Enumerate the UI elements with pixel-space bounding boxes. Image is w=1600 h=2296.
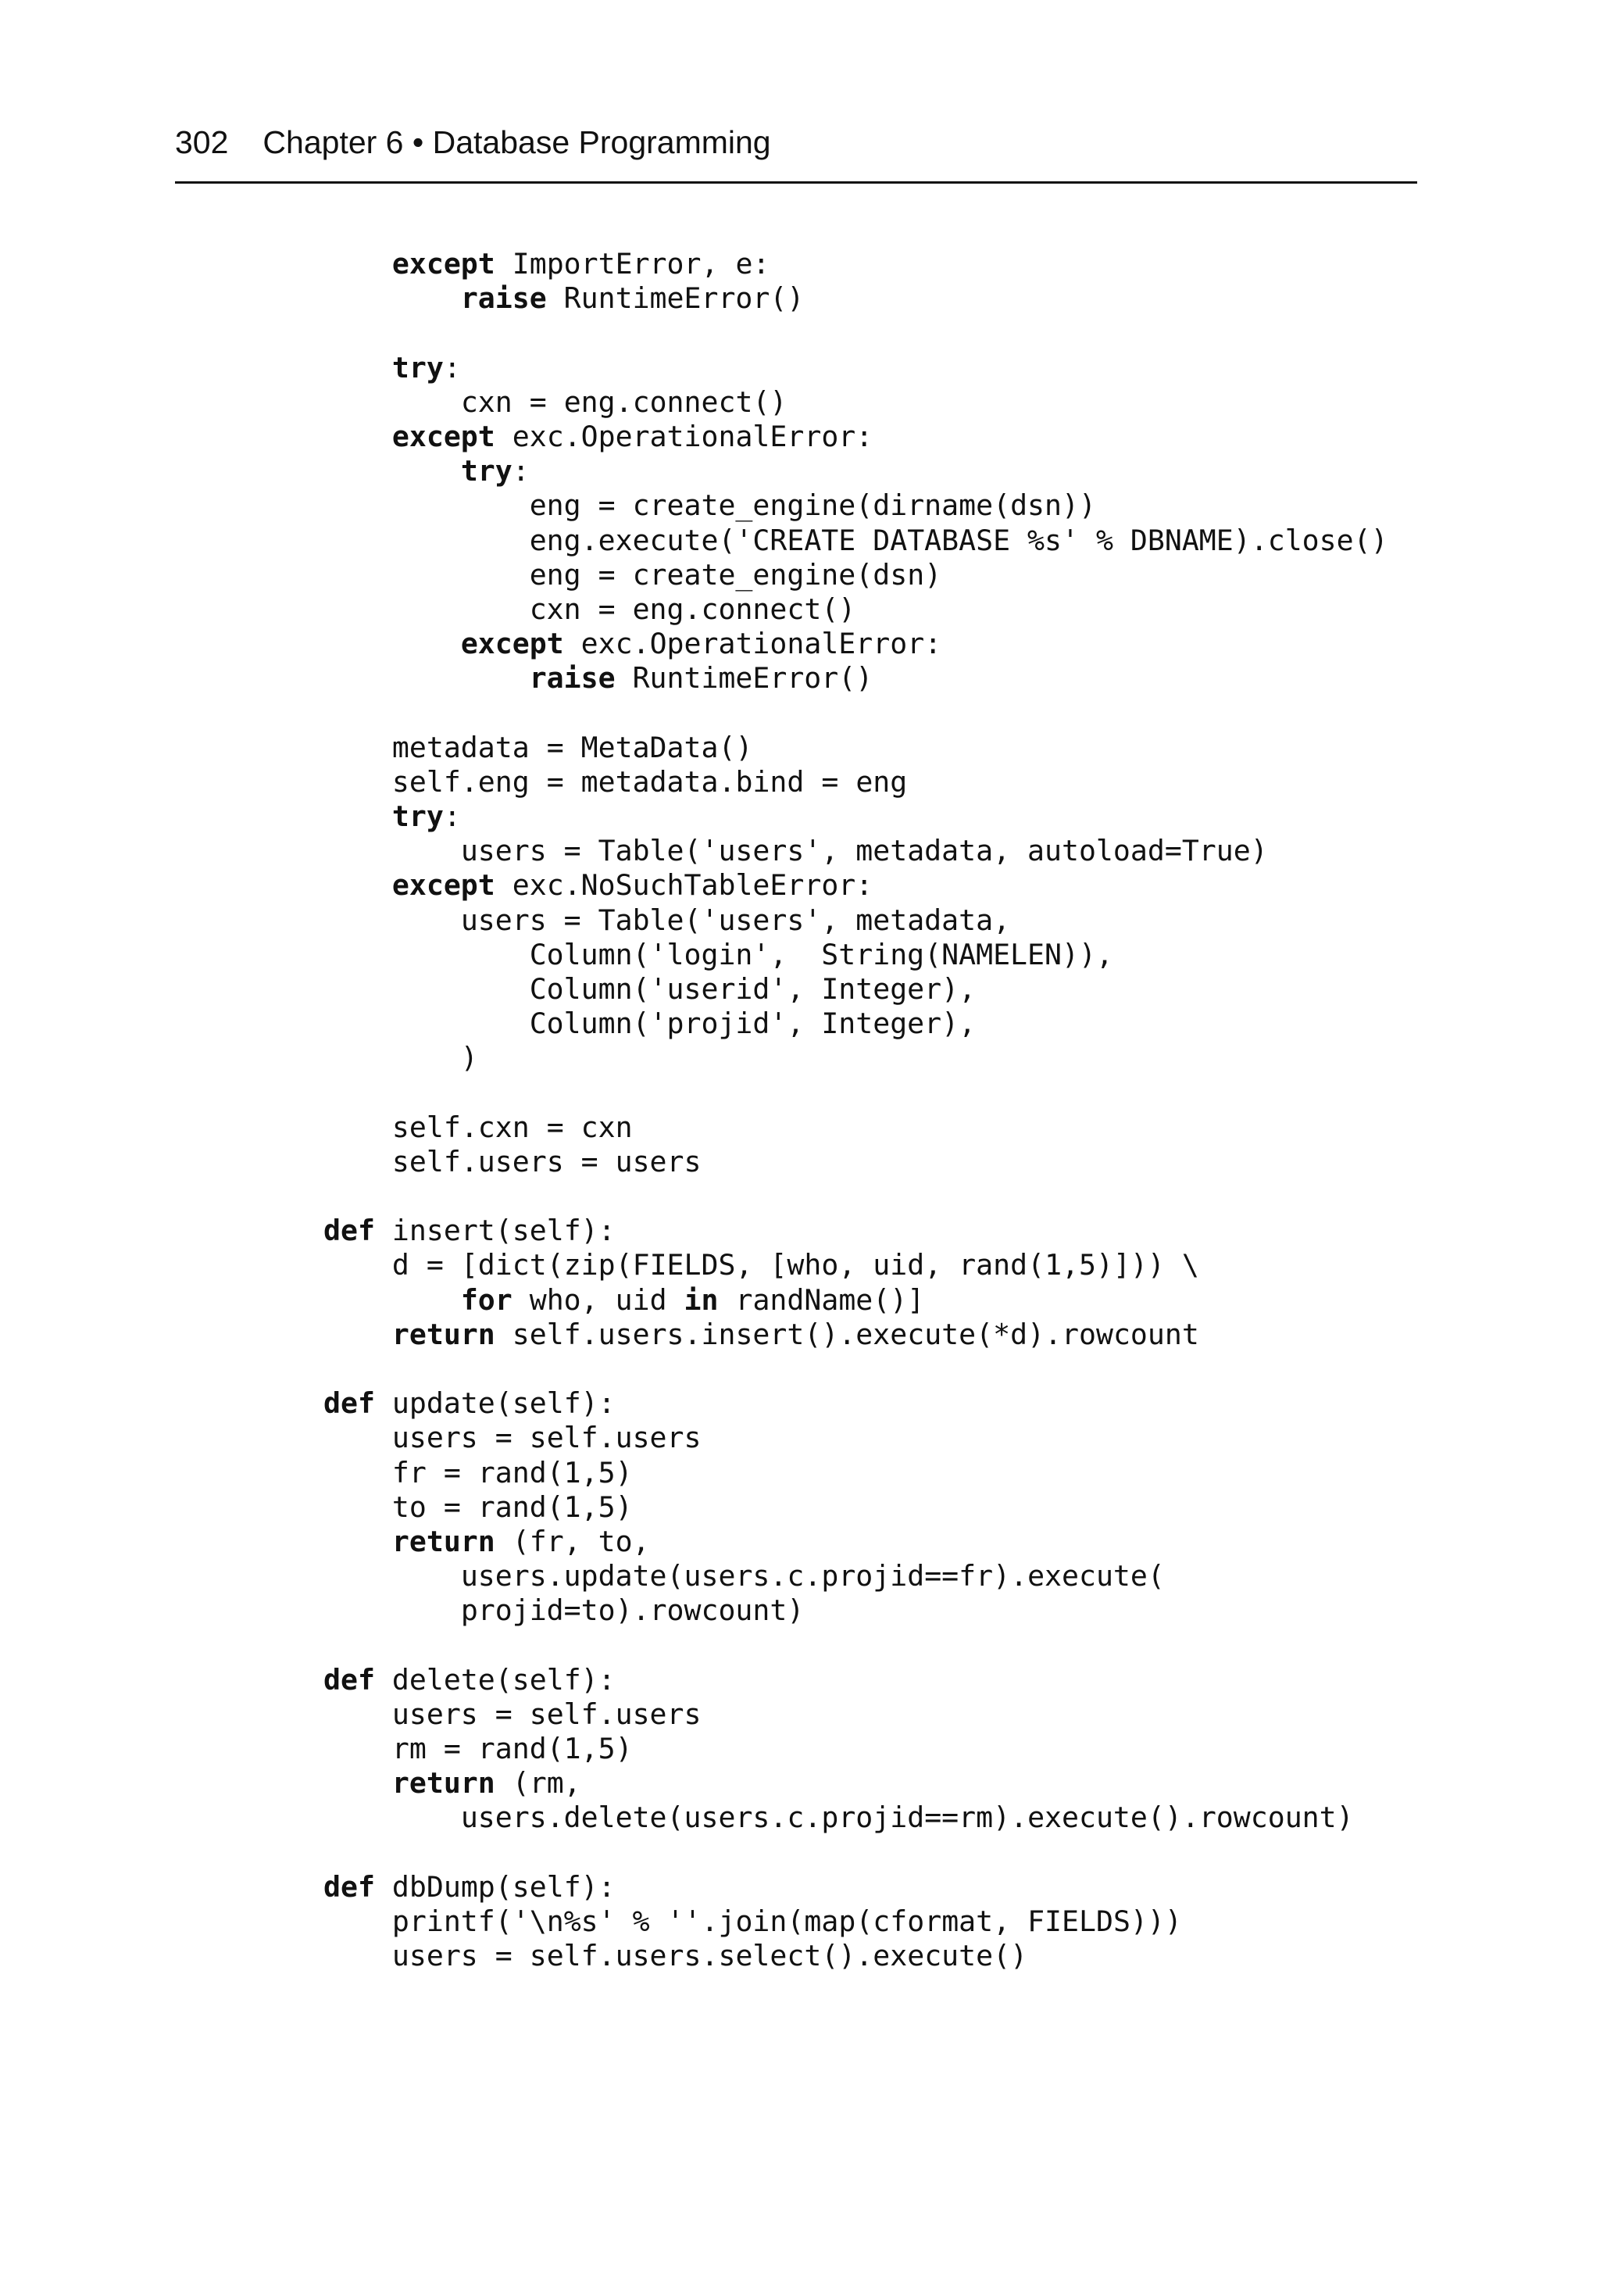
code-line: users = self.users — [391, 1697, 702, 1731]
code-line: except exc.NoSuchTableError: — [391, 868, 873, 903]
code-line — [323, 1836, 1388, 1870]
page-number: 302 — [175, 124, 229, 160]
code-line: users.update(users.c.projid==fr).execute( — [460, 1559, 1165, 1593]
code-line: projid=to).rowcount) — [460, 1593, 805, 1628]
code-line: Column('projid', Integer), — [529, 1007, 977, 1041]
code-line: def dbDump(self): — [323, 1869, 616, 1904]
code-line: try: — [460, 454, 530, 488]
code-line: cxn = eng.connect() — [460, 384, 788, 419]
code-line: eng = create_engine(dirname(dsn)) — [529, 488, 1096, 523]
code-line: users = Table('users', metadata, — [460, 903, 1011, 937]
code-line: self.users = users — [391, 1144, 702, 1178]
code-line: def update(self): — [323, 1386, 616, 1421]
code-line: users = Table('users', metadata, autoload=True) — [460, 834, 1268, 868]
code-line — [323, 1352, 1388, 1386]
code-line: rm = rand(1,5) — [391, 1732, 633, 1766]
code-line: metadata = MetaData() — [391, 730, 753, 764]
code-line: Column('userid', Integer), — [529, 971, 977, 1006]
code-line: printf('\n%s' % ''.join(map(cformat, FIELDS))) — [391, 1904, 1182, 1938]
code-line: eng.execute('CREATE DATABASE %s' % DBNAME).close() — [529, 523, 1388, 557]
code-line: except exc.OperationalError: — [391, 419, 873, 453]
code-line: except ImportError, e: — [391, 247, 770, 281]
code-line: try: — [391, 350, 461, 384]
code-line — [323, 1629, 1388, 1663]
code-line: raise RuntimeError() — [529, 661, 873, 696]
code-line: d = [dict(zip(FIELDS, [who, uid, rand(1,5)])) \ — [391, 1248, 1199, 1282]
code-line — [323, 1076, 1388, 1110]
code-line: def delete(self): — [323, 1662, 616, 1697]
code-line: def insert(self): — [323, 1214, 616, 1248]
code-line: self.eng = metadata.bind = eng — [391, 764, 908, 799]
code-line — [323, 696, 1388, 730]
code-line: users = self.users — [391, 1421, 702, 1455]
page-header — [175, 119, 1417, 184]
code-line: fr = rand(1,5) — [391, 1455, 633, 1490]
code-line: return (rm, — [391, 1766, 581, 1801]
code-line: for who, uid in randName()] — [460, 1282, 925, 1317]
code-line — [323, 316, 1388, 350]
code-line: try: — [391, 799, 461, 833]
code-line: Column('login', String(NAMELEN)), — [529, 937, 1113, 971]
code-line: raise RuntimeError() — [460, 281, 805, 316]
code-line: cxn = eng.connect() — [529, 592, 856, 626]
code-line: to = rand(1,5) — [391, 1490, 633, 1524]
code-line: return (fr, to, — [391, 1524, 650, 1558]
running-title: Chapter 6 • Database Programming — [262, 124, 771, 160]
code-line: return self.users.insert().execute(*d).rowcount — [391, 1317, 1199, 1351]
code-listing — [323, 247, 1388, 1973]
code-line — [323, 1179, 1388, 1214]
code-line: users = self.users.select().execute() — [391, 1939, 1028, 1973]
code-line: except exc.OperationalError: — [460, 627, 942, 661]
code-line: self.cxn = cxn — [391, 1110, 633, 1144]
code-line: eng = create_engine(dsn) — [529, 557, 942, 592]
code-line: ) — [323, 1041, 478, 1075]
code-line: users.delete(users.c.projid==rm).execute().rowcount) — [460, 1801, 1354, 1835]
